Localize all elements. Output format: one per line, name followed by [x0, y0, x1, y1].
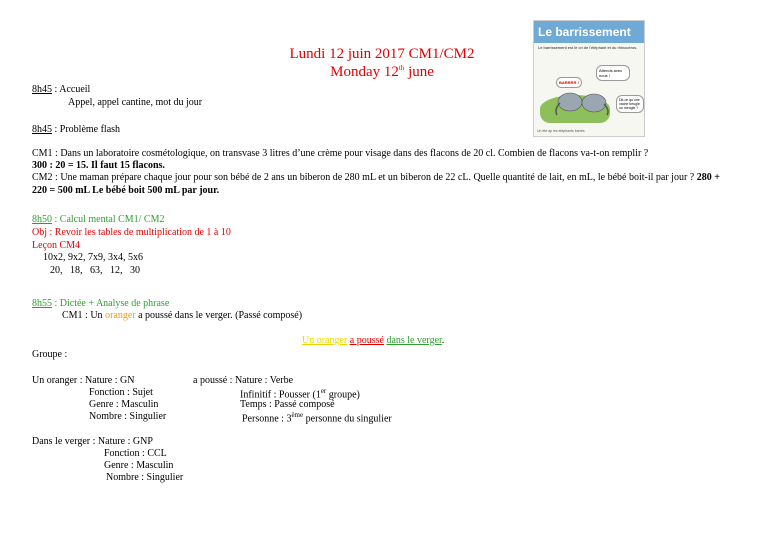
barrissement-poster [533, 20, 645, 137]
poster-header [534, 21, 644, 43]
flash-label: : Problème flash [52, 124, 121, 135]
dictee-line-post: a poussé dans le verger. (Passé composé) [135, 310, 303, 321]
verb-pers-text: Personne : 3 [242, 413, 292, 425]
verb-pers-text-end: personne du singulier [303, 413, 392, 425]
accueil-time: 8h45 [32, 84, 52, 95]
sentence-end: . [441, 335, 445, 346]
dictee-label: : Dictée + Analyse de phrase [52, 298, 170, 309]
calcul-lecon: Leçon CM4 [32, 240, 81, 251]
poster-title: Le barrissement [538, 25, 631, 39]
subtitle-text: Monday 12 [330, 64, 399, 80]
calcul-operations: 10x2, 9x2, 7x9, 3x4, 5x6 [43, 252, 143, 263]
dictee-line-pre: CM1 : Un [62, 310, 106, 321]
calcul-objective: Obj : Revoir les tables de multiplication de 1 à 10 [32, 227, 231, 238]
flash-heading [32, 124, 120, 135]
dictee-line-word: oranger [105, 310, 136, 321]
sentence-complement: dans le verger [386, 335, 442, 346]
flash-cm1-answer: 300 : 20 = 15. Il faut 15 flacons. [32, 160, 165, 171]
calcul-label: : Calcul mental CM1/ CM2 [52, 214, 165, 225]
accueil-detail: Appel, appel cantine, mot du jour [68, 97, 203, 108]
accueil-label: : Accueil [52, 84, 91, 95]
flash-time: 8h45 [32, 124, 52, 135]
flash-cm1-question: CM1 : Dans un laboratoire cosmétologique, on transvase 3 litres d’une crème pour visage dans des flacons de 20 cl. Combien de flacons va-t-on remplir ? [32, 148, 649, 159]
verb-head: a poussé : Nature : Verbe [193, 375, 294, 386]
verb-personne [242, 411, 392, 424]
verb-inf-sup: er [320, 387, 327, 395]
poster-bubble-barrr: BARRRR ! [556, 77, 582, 88]
flash-cm2-question: CM2 : Une maman prépare chaque jour pour son bébé de 2 ans un biberon de 280 mL et un biberon de 22 cL. Quelle quantité de lait, en mL, le bébé boit-il par jour ? [32, 172, 695, 183]
page-subtitle [232, 64, 532, 81]
gn-fonction: Fonction : Sujet [89, 387, 153, 398]
verb-temps: Temps : Passé composé [240, 399, 335, 410]
groupe-label: Groupe : [32, 349, 68, 360]
sentence-verb: a poussé [349, 335, 384, 346]
poster-bubble-attends: Attends avec nous ! [596, 65, 630, 81]
flash-cm2-answer: 280 + 220 = 500 mL Le bébé boit 500 mL par jour. [32, 172, 720, 196]
gnp-head: Dans le verger : Nature : GNP [32, 436, 153, 447]
gnp-fonction: Fonction : CCL [104, 448, 167, 459]
gnp-nombre: Nombre : Singulier [106, 472, 184, 483]
sentence-subject: Un oranger [302, 335, 348, 346]
verb-pers-sup: ème [291, 411, 304, 419]
dictee-sentence-line [62, 310, 302, 321]
verb-inf-text: Infinitif : Pousser (1 [240, 389, 321, 401]
flash-cm2-problem [32, 172, 732, 197]
dictee-time: 8h55 [32, 298, 52, 309]
dictee-heading [32, 298, 169, 309]
verb-inf-text-end: groupe) [326, 389, 360, 401]
poster-bubble-vache: Dit-on qu'une vache beugle ou meugle ? [616, 95, 644, 113]
analysed-sentence [302, 335, 444, 346]
subtitle-sup: th [398, 64, 405, 72]
elephant-illustration-icon [552, 87, 612, 117]
poster-credit: Un été ap les éléphants barrès [537, 129, 585, 133]
page-title: Lundi 12 juin 2017 CM1/CM2 [289, 46, 475, 62]
calcul-heading [32, 214, 165, 225]
gn-head: Un oranger : Nature : GN [32, 375, 135, 386]
calcul-time: 8h50 [32, 214, 52, 225]
calcul-results: 20, 18, 63, 12, 30 [50, 265, 140, 276]
poster-subtitle: Le barrissement est le cri de l'éléphant et du rhinocéros. [538, 45, 638, 50]
gnp-genre: Genre : Masculin [104, 460, 174, 471]
subtitle-text-end: june [404, 64, 434, 80]
gn-genre: Genre : Masculin [89, 399, 159, 410]
accueil-heading [32, 84, 90, 95]
gn-nombre: Nombre : Singulier [89, 411, 167, 422]
